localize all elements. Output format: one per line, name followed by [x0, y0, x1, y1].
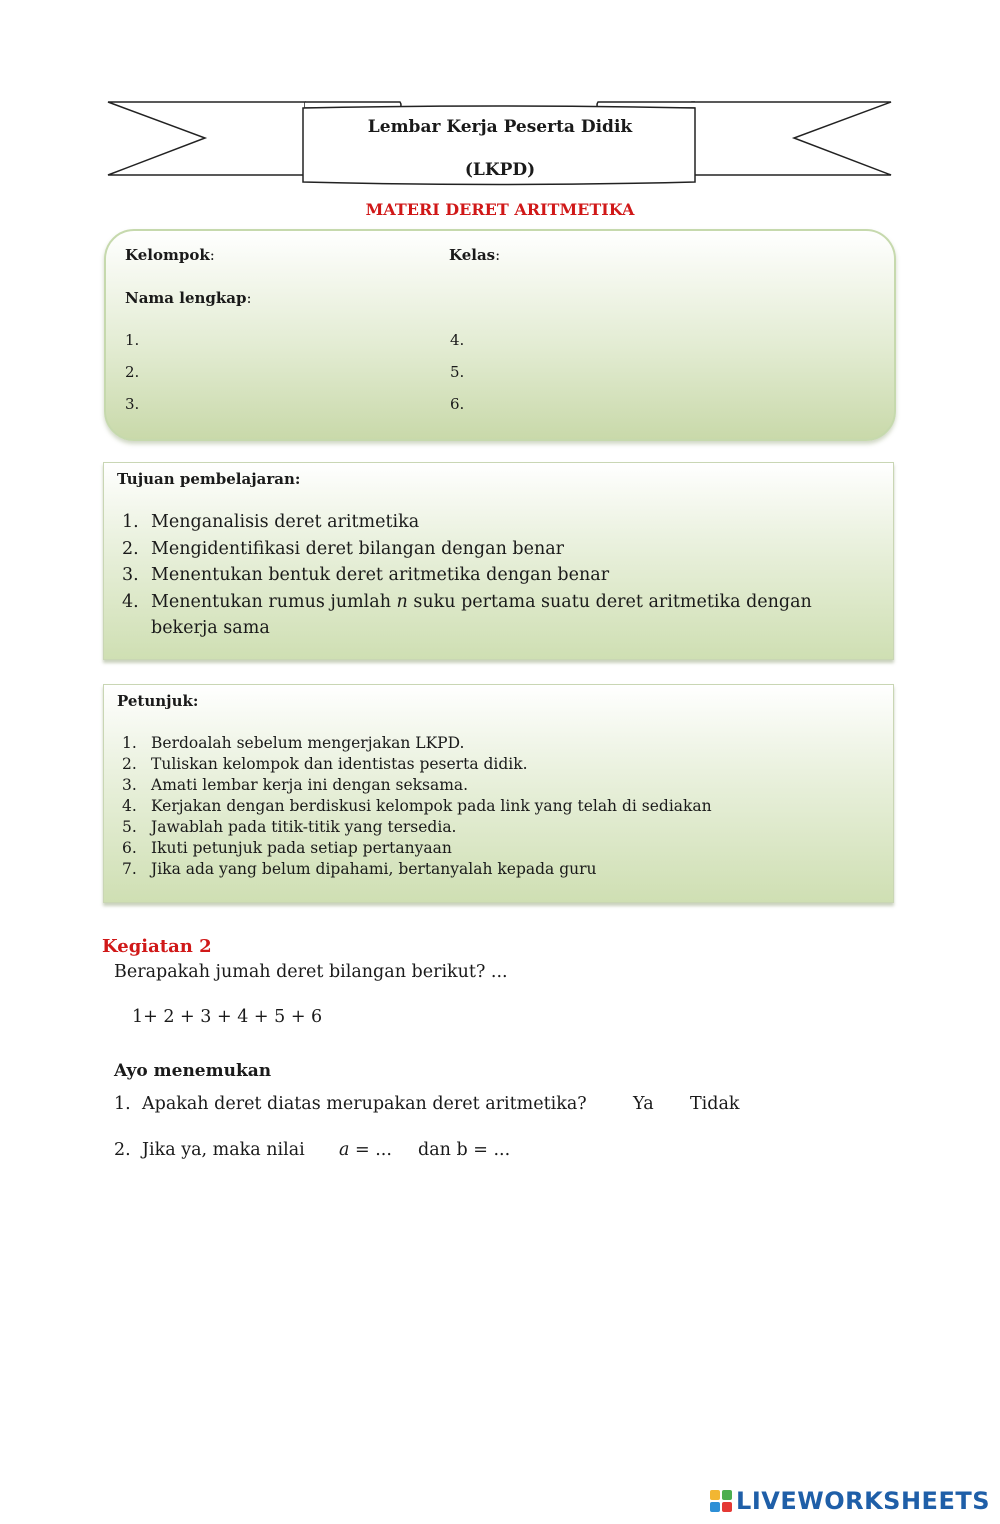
name-slot-5: 5.: [450, 363, 465, 381]
question-2-number: 2.: [114, 1140, 131, 1160]
list-item: 2. Tuliskan kelompok dan identistas peserta didik.: [122, 755, 528, 773]
full-name-label: Nama lengkap:: [125, 289, 252, 307]
class-label: Kelas:: [449, 246, 501, 264]
logo-text: LIVEWORKSHEETS: [736, 1487, 990, 1515]
activity-title: Kegiatan 2: [102, 936, 212, 957]
title-banner: [100, 95, 900, 195]
banner-title-line2: (LKPD): [464, 160, 536, 180]
answer-yes-option[interactable]: Ya: [633, 1094, 654, 1114]
list-item: 1. Menganalisis deret aritmetika: [122, 512, 420, 532]
number-series: 1+ 2 + 3 + 4 + 5 + 6: [132, 1007, 323, 1027]
question-1-text: Apakah deret diatas merupakan deret aritmetika?: [142, 1094, 587, 1114]
list-item: 4. Menentukan rumus jumlah n suku pertama suatu deret aritmetika dengan bekerja sama: [122, 591, 812, 638]
value-a-field[interactable]: a = ...: [339, 1140, 392, 1160]
list-item: 6. Ikuti petunjuk pada setiap pertanyaan: [122, 839, 452, 857]
logo-square-4: [722, 1502, 732, 1512]
group-label: Kelompok:: [125, 246, 215, 264]
learning-goals-heading: Tujuan pembelajaran:: [117, 470, 301, 488]
list-item: 2. Mengidentifikasi deret bilangan dengan benar: [122, 538, 565, 559]
name-slot-2: 2.: [125, 363, 140, 381]
question-2-text: Jika ya, maka nilai: [142, 1140, 305, 1160]
logo-square-3: [710, 1502, 720, 1512]
answer-no-option[interactable]: Tidak: [690, 1094, 740, 1114]
learning-goals-panel: [103, 462, 894, 660]
activity-question: Berapakah jumah deret bilangan berikut? ...: [114, 962, 508, 982]
name-slot-3: 3.: [125, 395, 140, 413]
list-item: 3. Amati lembar kerja ini dengan seksama.: [122, 776, 469, 794]
instructions-panel: [103, 684, 894, 903]
logo-square-2: [722, 1490, 732, 1500]
liveworksheets-logo: [710, 1487, 990, 1515]
list-item: 7. Jika ada yang belum dipahami, bertanyalah kepada guru: [122, 860, 597, 878]
logo-square-1: [710, 1490, 720, 1500]
value-b-field[interactable]: dan b = ...: [418, 1140, 511, 1160]
variable-n: n: [396, 591, 408, 612]
list-item: 4. Kerjakan dengan berdiskusi kelompok pada link yang telah di sediakan: [122, 797, 712, 815]
list-item: 3. Menentukan bentuk deret aritmetika dengan benar: [122, 565, 610, 585]
learning-goals-list: [104, 509, 879, 642]
name-slot-6: 6.: [450, 395, 465, 413]
logo-mark-icon: [710, 1490, 732, 1512]
list-item: 5. Jawablah pada titik-titik yang tersedia.: [122, 818, 457, 836]
instructions-list: [104, 733, 884, 880]
question-1-number: 1.: [114, 1094, 131, 1114]
name-slot-4: 4.: [450, 331, 465, 349]
discover-heading: Ayo menemukan: [114, 1061, 272, 1081]
variable-a: a: [339, 1140, 350, 1160]
material-subtitle: MATERI DERET ARITMETIKA: [365, 200, 635, 219]
instructions-heading: Petunjuk:: [117, 692, 199, 710]
name-slot-1: 1.: [125, 331, 140, 349]
list-item: 1. Berdoalah sebelum mengerjakan LKPD.: [122, 734, 465, 752]
banner-title-line1: Lembar Kerja Peserta Didik: [367, 117, 633, 137]
